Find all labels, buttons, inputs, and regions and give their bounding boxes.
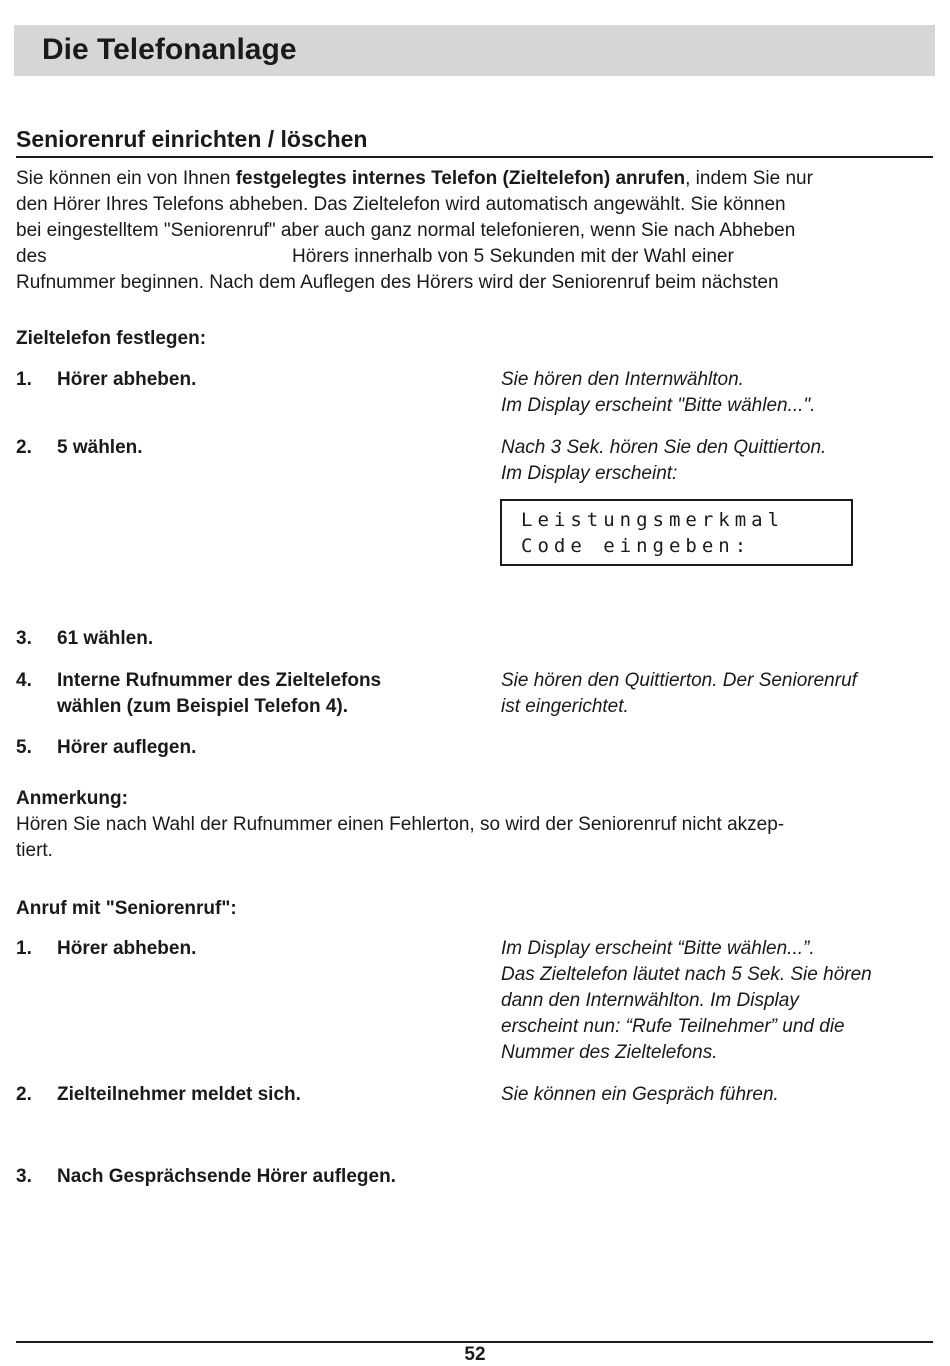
note-line: Sie hören den Quittierton. Der Seniorenruf	[501, 670, 857, 691]
step-text: Zielteilnehmer meldet sich.	[57, 1084, 301, 1105]
phone-display-box	[500, 499, 853, 566]
step-text: Nach Gesprächsende Hörer auflegen.	[57, 1166, 396, 1187]
step-number: 2.	[16, 437, 32, 458]
note-line: Im Display erscheint:	[501, 463, 678, 484]
remark-text	[16, 812, 784, 864]
intro-line-1-post: , indem Sie nur	[685, 168, 813, 189]
step-number: 3.	[16, 628, 32, 649]
page-header-title: Die Telefonanlage	[42, 33, 297, 66]
step-text: 5 wählen.	[57, 437, 143, 458]
section-title: Seniorenruf einrichten / löschen	[16, 126, 368, 152]
step-text-line-1: Interne Rufnummer des Zieltelefons	[57, 670, 382, 691]
note-line: Im Display erscheint “Bitte wählen...”.	[501, 938, 815, 959]
step-text: 61 wählen.	[57, 628, 154, 649]
step-text: Hörer abheben.	[57, 938, 197, 959]
display-line-2: Code eingeben:	[521, 535, 752, 557]
section-divider	[16, 156, 933, 158]
intro-paragraph	[16, 166, 936, 296]
intro-line-1-pre: Sie können ein von Ihnen	[16, 168, 236, 189]
intro-line-5: Rufnummer beginnen. Nach dem Auflegen des Hörers wird der Seniorenruf beim nächsten	[16, 272, 779, 293]
page-number: 52	[464, 1344, 486, 1365]
note-line: dann den Internwählton. Im Display	[501, 990, 799, 1011]
remark-line-1: Hören Sie nach Wahl der Rufnummer einen Fehlerton, so wird der Seniorenruf nicht akzep-	[16, 814, 785, 835]
step-text: Hörer auflegen.	[57, 737, 197, 758]
step-number: 5.	[16, 737, 32, 758]
step-number: 4.	[16, 670, 32, 691]
step-text-line-2: wählen (zum Beispiel Telefon 4).	[57, 696, 349, 717]
note-line: Im Display erscheint "Bitte wählen...".	[501, 395, 816, 416]
note-line: Sie können ein Gespräch führen.	[501, 1084, 779, 1105]
step-number: 1.	[16, 369, 32, 390]
set-step-2-note	[501, 435, 826, 487]
remark-line-2: tiert.	[16, 840, 53, 861]
note-line: Sie hören den Internwählton.	[501, 369, 744, 390]
step-number: 1.	[16, 938, 32, 959]
set-target-heading: Zieltelefon festlegen:	[16, 328, 207, 349]
step-number: 2.	[16, 1084, 32, 1105]
intro-line-4-start: des	[16, 246, 47, 267]
note-line: Das Zieltelefon läutet nach 5 Sek. Sie hören	[501, 964, 872, 985]
call-step-2-note	[501, 1082, 779, 1108]
set-step-4-note	[501, 668, 857, 720]
footer-divider	[16, 1341, 933, 1343]
note-line: ist eingerichtet.	[501, 696, 629, 717]
intro-line-3: bei eingestelltem "Seniorenruf" aber auch ganz normal telefonieren, wenn Sie nach Abheben	[16, 220, 796, 241]
call-step-1-note	[501, 936, 872, 1066]
call-heading: Anruf mit "Seniorenruf":	[16, 898, 237, 919]
intro-line-1	[16, 166, 936, 192]
note-line: Nummer des Zieltelefons.	[501, 1042, 718, 1063]
intro-line-4	[16, 244, 936, 270]
step-number: 3.	[16, 1166, 32, 1187]
page-header-bar	[14, 25, 935, 76]
note-line: erscheint nun: “Rufe Teilnehmer” und die	[501, 1016, 845, 1037]
set-step-1-note	[501, 367, 815, 419]
intro-line-2: den Hörer Ihres Telefons abheben. Das Zieltelefon wird automatisch angewählt. Sie können	[16, 194, 786, 215]
remark-heading: Anmerkung:	[16, 788, 128, 809]
intro-line-4-end: Hörers innerhalb von 5 Sekunden mit der Wahl einer	[292, 246, 734, 267]
note-line: Nach 3 Sek. hören Sie den Quittierton.	[501, 437, 827, 458]
step-text: Hörer abheben.	[57, 369, 197, 390]
display-line-1: Leistungsmerkmal	[521, 509, 785, 531]
intro-line-1-bold: festgelegtes internes Telefon (Zieltelefon) anrufen	[235, 168, 686, 189]
